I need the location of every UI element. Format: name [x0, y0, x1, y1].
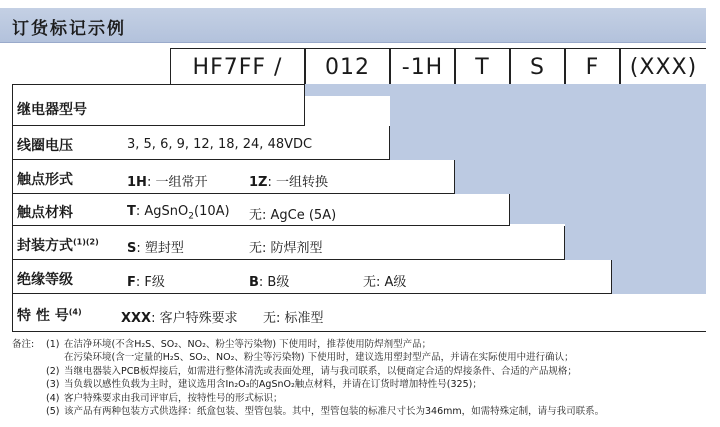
- code-sealing: S: [510, 48, 565, 84]
- row-contact-material-label: 触点材料: [17, 205, 73, 221]
- insulation-option-b: B: B级: [249, 275, 290, 290]
- code-model: HF7FF /: [170, 48, 305, 84]
- note-4: (4) 客户特殊要求由我司评审后，按特性号的形式标识；: [46, 392, 283, 404]
- row-sealing-label: 封装方式$^{(1)(2)}$: [17, 237, 99, 254]
- code-special: (XXX): [620, 48, 706, 84]
- page-title: 订货标记示例: [12, 19, 126, 39]
- code-insulation: F: [565, 48, 620, 84]
- row-coil-voltage-label: 线圈电压: [17, 138, 73, 154]
- special-option-none: 无: 标准型: [263, 311, 324, 326]
- row-sealing: [12, 226, 565, 260]
- title-bar: [0, 8, 706, 43]
- contact-material-option-none: 无: AgCe (5A): [249, 208, 337, 223]
- note-5: (5) 该产品有两种包装方式供选择：纸盒包装、型管包装。其中，型管包装的标准尺寸长为346mm，如需特殊定制，请与我司联系。: [46, 406, 605, 418]
- row-relay-type-label: 继电器型号: [17, 102, 87, 118]
- code-contact-form: -1H: [390, 48, 455, 84]
- row-special: [12, 294, 706, 332]
- note-3: (3) 当负载以感性负载为主时，建议选用含In₂O₃的AgSnO₂触点材料，并请在订货时增加特性号(325)；: [46, 379, 482, 391]
- row-contact-form-label: 触点形式: [17, 172, 73, 188]
- special-option-xxx: XXX: 客户特殊要求: [121, 311, 238, 326]
- contact-form-option-1z: 1Z: 一组转换: [249, 175, 328, 190]
- row-relay-type: [12, 84, 305, 126]
- row-contact-form: [12, 160, 455, 194]
- row-insulation-label: 绝缘等级: [17, 272, 73, 288]
- notes-section: [12, 338, 604, 418]
- contact-form-option-1h: 1H: 一组常开: [127, 175, 208, 190]
- insulation-option-none: 无: A级: [363, 275, 407, 290]
- sealing-option-s: S: 塑封型: [127, 241, 184, 256]
- row-contact-material: [12, 194, 510, 226]
- note-2: (2) 当继电器装入PCB板焊接后，如需进行整体清洗或表面处理，请与我司联系，以便商定合适的焊接条件、合适的产品规格；: [46, 365, 577, 377]
- contact-material-option-t: T: AgSnO$_2$(10A): [127, 204, 230, 222]
- note-1b: 在污染环境(含一定量的H₂S、SO₂、NO₂、粉尘等污染物) 下使用时，建议选用塑封型产品，并请在实际使用中进行确认；: [64, 352, 574, 364]
- code-voltage: 012: [305, 48, 390, 84]
- note-1: 备注: (1) 在洁净环境(不含H₂S、SO₂、NO₂、粉尘等污染物) 下使用时，推荐使用防焊剂型产品；: [12, 339, 432, 350]
- row-special-label: 特 性 号$^{(4)}$: [17, 307, 82, 324]
- row-coil-voltage: [12, 126, 390, 160]
- code-contact-material: T: [455, 48, 510, 84]
- insulation-option-f: F: F级: [127, 275, 165, 290]
- column-bg-special: [620, 50, 706, 332]
- row-insulation: [12, 260, 612, 294]
- coil-voltage-values: 3, 5, 6, 9, 12, 18, 24, 48VDC: [127, 137, 313, 152]
- sealing-option-none: 无: 防焊剂型: [249, 241, 323, 256]
